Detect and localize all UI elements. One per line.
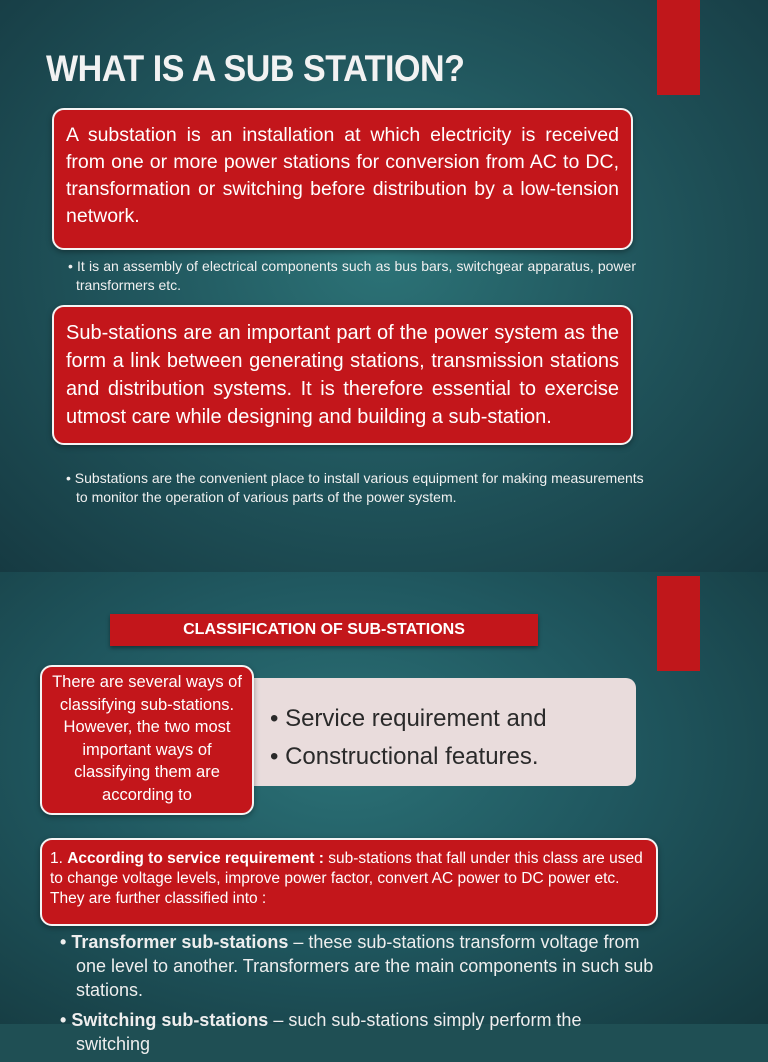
red-accent-bar <box>657 576 700 671</box>
type-name: Transformer sub-stations <box>71 932 289 952</box>
ways-box: There are several ways of classifying sub-stations. However, the two most important ways of classifying them are according to <box>40 665 254 815</box>
substation-type-list <box>60 930 660 1062</box>
type-desc: – such sub-stations simply perform the switching <box>76 1010 582 1054</box>
slide-title: WHAT IS A SUB STATION? <box>46 48 465 89</box>
list-item <box>60 930 660 1002</box>
service-text: sub-stations that fall under this class are used to change voltage levels, improve power factor, convert AC power to DC power etc. They are further classified into : <box>50 850 643 907</box>
measurement-note: • Substations are the convenient place to install various equipment for making measurements to monitor the operation of various parts of the power system. <box>66 470 644 505</box>
criteria-item: • Service requirement and <box>270 700 636 738</box>
criteria-list <box>270 700 636 776</box>
type-name: Switching sub-stations <box>71 1010 269 1030</box>
section-header: CLASSIFICATION OF SUB-STATIONS <box>110 614 538 646</box>
definition-box: A substation is an installation at which electricity is received from one or more power stations for conversion from AC to DC, transformation or switching before distribution by a low-tension network. <box>52 108 633 250</box>
assembly-note: • It is an assembly of electrical components such as bus bars, switchgear apparatus, power transformers etc. <box>68 258 636 293</box>
service-requirement-box <box>40 838 658 926</box>
type-desc: – these sub-stations transform voltage from one level to another. Transformers are the main components in such sub stations. <box>76 932 654 1000</box>
importance-box: Sub-stations are an important part of the power system as the form a link between generating stations, transmission stations and distribution systems. It is therefore essential to exercise utmost care while designing and building a sub-station. <box>52 305 633 445</box>
list-item <box>60 1008 660 1056</box>
slide-classification <box>0 572 768 1054</box>
service-number: 1. <box>50 850 68 867</box>
red-accent-bar <box>657 0 700 95</box>
criteria-panel <box>230 678 636 786</box>
service-heading: According to service requirement : <box>67 850 324 867</box>
criteria-item: • Constructional features. <box>270 738 636 776</box>
